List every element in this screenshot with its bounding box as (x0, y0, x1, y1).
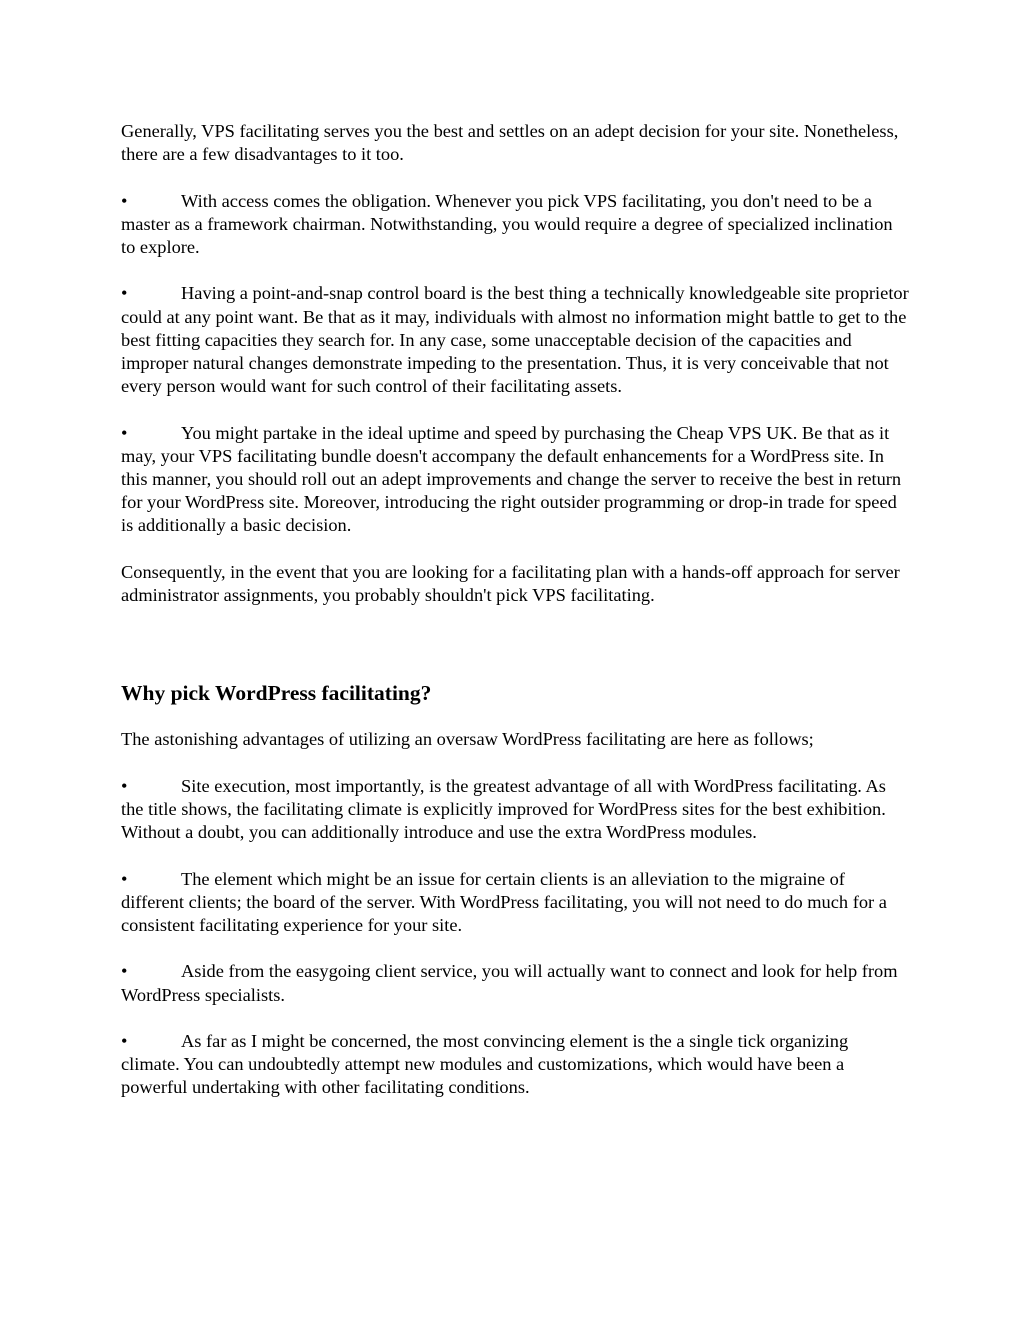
bullet-item (121, 1030, 911, 1100)
bullet-symbol: • (121, 775, 128, 796)
intro-paragraph: Generally, VPS facilitating serves you the best and settles on an adept decision for your site. Nonetheless, there are a few disadvantages to it too. (121, 121, 899, 165)
bullet-text: You might partake in the ideal uptime and speed by purchasing the Cheap VPS UK. Be that as it may, your VPS facilitating bundle doesn't accompany the default enhancements for a WordPress site. In this manner, you should roll out an adept improvements and change the server to receive the best in return for your WordPress site. Moreover, introducing the right outsider programming or drop-in trade for speed is additionally a basic decision. (121, 422, 902, 536)
bullet-text: Having a point-and-snap control board is the best thing a technically knowledgeable site proprietor could at any point want. Be that as it may, individuals with almost no information might battle to get to the best fitting capacities they search for. In any case, some unacceptable decision of the capacities and improper natural changes demonstrate impeding to the presentation. Thus, it is very conceivable that not every person would want for such control of their facilitating assets. (121, 283, 909, 397)
bullet-item (121, 190, 911, 260)
bullet-symbol: • (121, 961, 128, 982)
section-heading: Why pick WordPress facilitating? (121, 681, 432, 706)
bullet-item (121, 775, 911, 845)
bullet-text: As far as I might be concerned, the most convincing element is the a single tick organizing climate. You can undoubtedly attempt new modules and customizations, which would have been a powerful undertaking with other facilitating conditions. (121, 1030, 849, 1098)
bullet-item (121, 868, 911, 938)
bullet-text: The element which might be an issue for certain clients is an alleviation to the migraine of different clients; the board of the server. With WordPress facilitating, you will not need to do much for a consistent facilitating experience for your site. (121, 868, 887, 935)
bullet-text: Site execution, most importantly, is the greatest advantage of all with WordPress facilitating. As the title shows, the facilitating climate is explicitly improved for WordPress sites for the best exhibition. Without a doubt, you can additionally introduce and use the extra WordPress modules. (121, 775, 886, 843)
section-intro-paragraph: The astonishing advantages of utilizing an oversaw WordPress facilitating are here as follows; (121, 729, 814, 750)
bullet-item (121, 282, 911, 398)
bullet-symbol: • (121, 283, 128, 304)
bullet-symbol: • (121, 422, 128, 443)
bullet-symbol: • (121, 868, 128, 889)
bullet-item (121, 422, 911, 538)
bullet-symbol: • (121, 1030, 128, 1051)
document-page (121, 120, 911, 1123)
bullet-symbol: • (121, 190, 128, 211)
bullet-text: Aside from the easygoing client service, you will actually want to connect and look for help from WordPress specialists. (121, 961, 898, 1005)
conclusion-paragraph: Consequently, in the event that you are looking for a facilitating plan with a hands-off approach for server administrator assignments, you probably shouldn't pick VPS facilitating. (121, 561, 900, 605)
spacer (121, 630, 911, 680)
bullet-text: With access comes the obligation. Whenever you pick VPS facilitating, you don't need to be a master as a framework chairman. Notwithstanding, you would require a degree of specialized inclination to explore. (121, 190, 893, 257)
bullet-item (121, 960, 911, 1006)
